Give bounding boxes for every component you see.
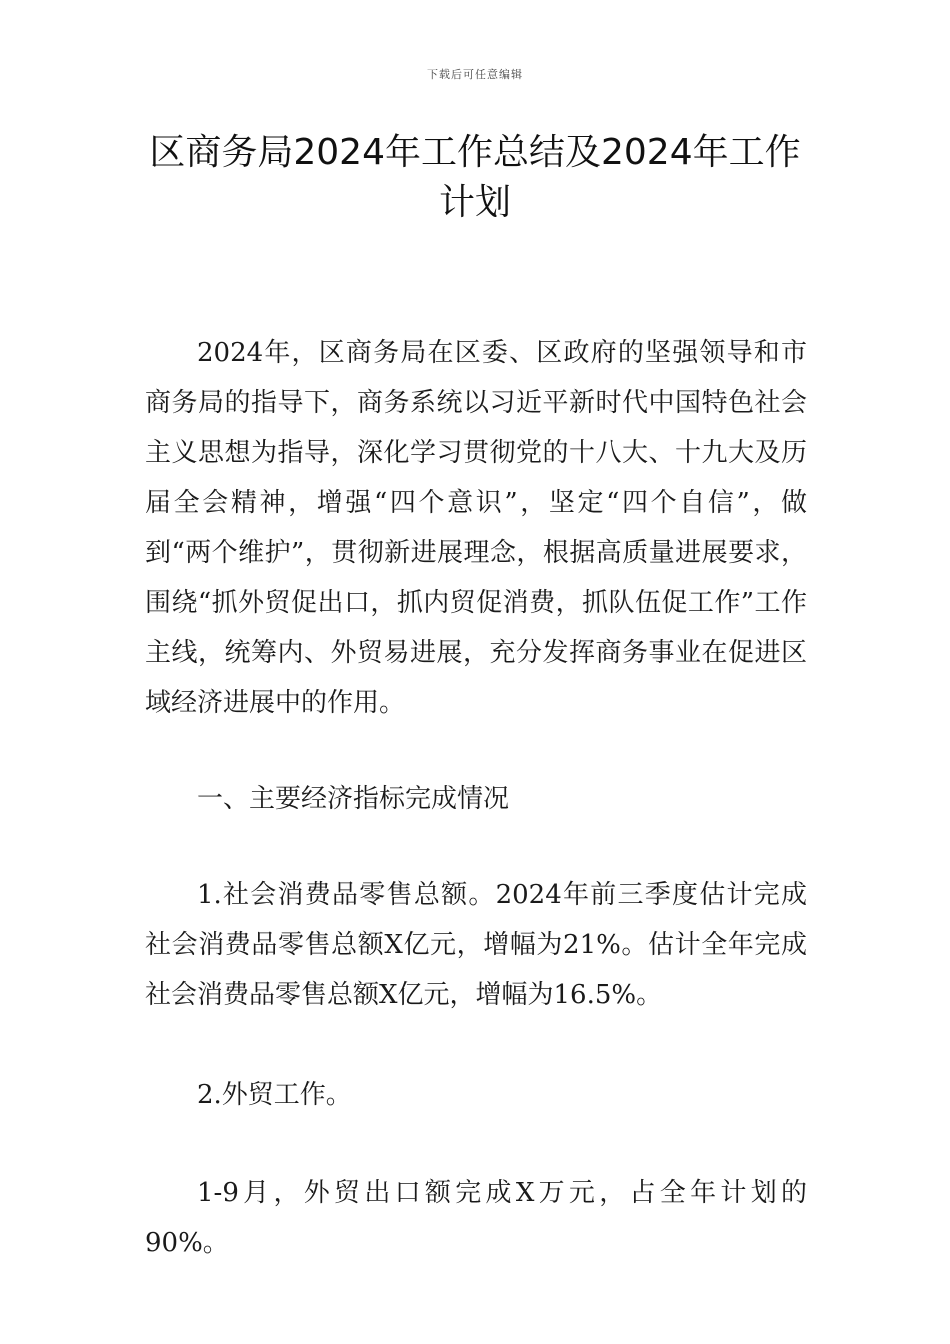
intro-paragraph: 2024年，区商务局在区委、区政府的坚强领导和市商务局的指导下，商务系统以习近平新时代中国特色社会主义思想为指导，深化学习贯彻党的十八大、十九大及历届全会精神，增强“四个意识”，坚定“四个自信”，做到“两个维护”，贯彻新进展理念，根据高质量进展要求，围绕“抓外贸促出口，抓内贸促消费，抓队伍促工作”工作主线，统筹内、外贸易进展，充分发挥商务事业在促进区域经济进展中的作用。 [145,338,807,718]
header-note: 下载后可任意编辑 [427,68,523,81]
export-paragraph: 1-9月，外贸出口额完成X万元，占全年计划的90%。 [145,1178,807,1258]
document-title: 区商务局2024年工作总结及2024年工作计划 [149,132,801,223]
retail-paragraph: 1.社会消费品零售总额。2024年前三季度估计完成社会消费品零售总额X亿元，增幅为21%。估计全年完成社会消费品零售总额X亿元，增幅为16.5%。 [145,880,807,1010]
trade-heading: 2.外贸工作。 [197,1080,352,1110]
section-heading: 一、主要经济指标完成情况 [197,784,510,814]
